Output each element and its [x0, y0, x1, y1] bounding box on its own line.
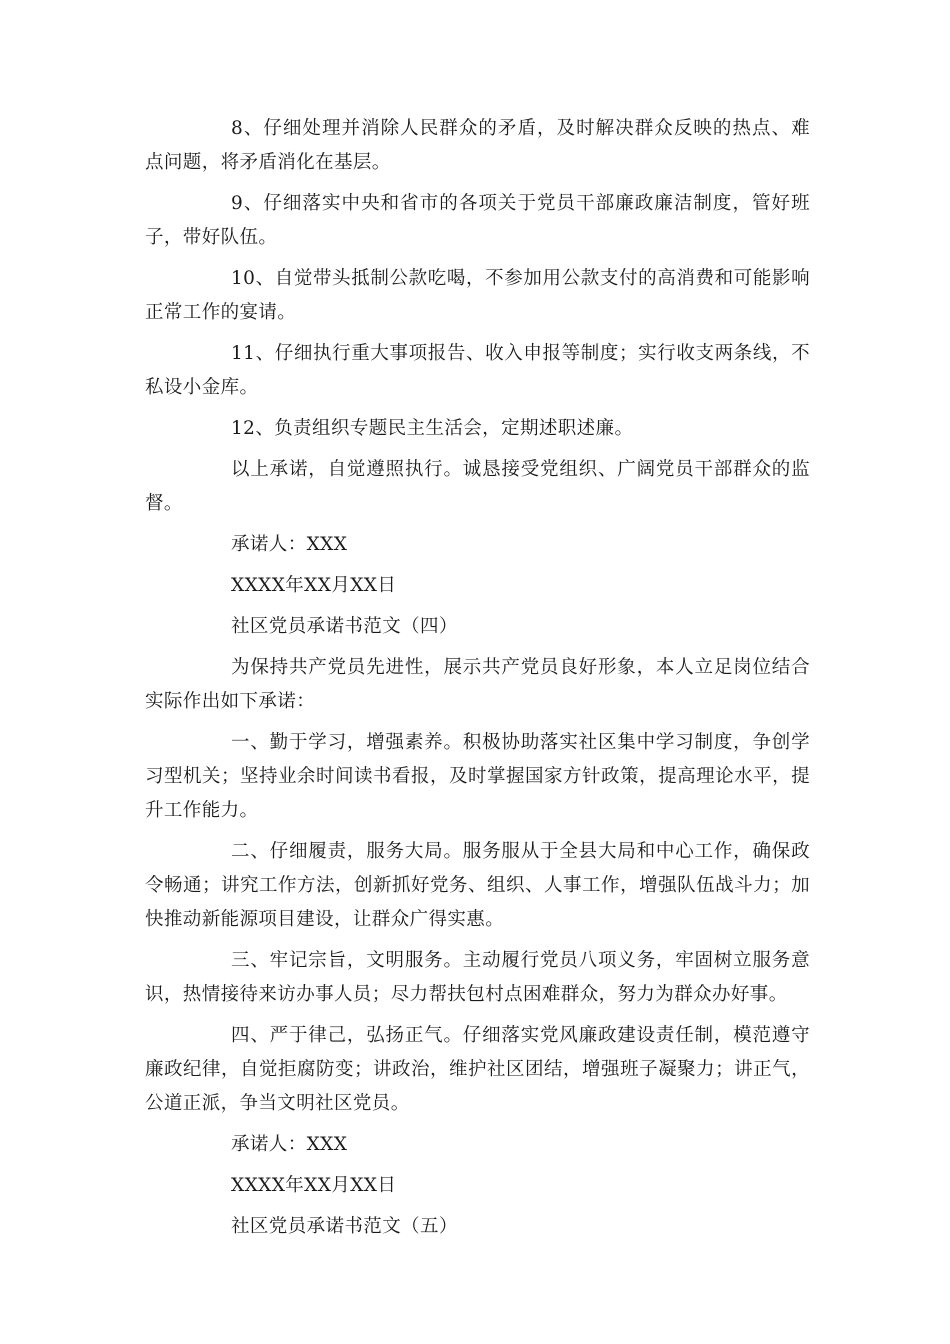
- document-body: [145, 112, 810, 1251]
- section-heading-four: 社区党员承诺书范文（四）: [231, 616, 458, 637]
- signatory-line: 承诺人：XXX: [231, 534, 348, 555]
- paragraph-item-9: 9、仔细落实中央和省市的各项关于党员干部廉政廉洁制度，管好班子，带好队伍。: [145, 193, 810, 248]
- paragraph-intro: 为保持共产党员先进性，展示共产党员良好形象，本人立足岗位结合实际作出如下承诺：: [145, 657, 810, 712]
- paragraph-item-10: 10、自觉带头抵制公款吃喝，不参加用公款支付的高消费和可能影响正常工作的宴请。: [145, 268, 810, 323]
- signatory-line-2: 承诺人：XXX: [231, 1134, 348, 1155]
- paragraph-item-8: 8、仔细处理并消除人民群众的矛盾，及时解决群众反映的热点、难点问题，将矛盾消化在基层。: [145, 118, 810, 173]
- paragraph-point-one: 一、勤于学习，增强素养。积极协助落实社区集中学习制度，争创学习型机关；坚持业余时间读书看报，及时掌握国家方针政策，提高理论水平，提升工作能力。: [145, 732, 810, 821]
- paragraph-point-three: 三、牢记宗旨，文明服务。主动履行党员八项义务，牢固树立服务意识，热情接待来访办事人员；尽力帮扶包村点困难群众，努力为群众办好事。: [145, 950, 810, 1005]
- date-line-2: XXXX年XX月XX日: [231, 1175, 397, 1196]
- paragraph-point-four: 四、严于律己，弘扬正气。仔细落实党风廉政建设责任制，模范遵守廉政纪律，自觉拒腐防变；讲政治，维护社区团结，增强班子凝聚力；讲正气，公道正派，争当文明社区党员。: [145, 1025, 810, 1114]
- paragraph-closing-statement: 以上承诺，自觉遵照执行。诚恳接受党组织、广阔党员干部群众的监督。: [145, 459, 810, 514]
- section-heading-five: 社区党员承诺书范文（五）: [231, 1216, 458, 1237]
- paragraph-item-11: 11、仔细执行重大事项报告、收入申报等制度；实行收支两条线，不私设小金库。: [145, 343, 810, 398]
- date-line: XXXX年XX月XX日: [231, 575, 397, 596]
- paragraph-point-two: 二、仔细履责，服务大局。服务服从于全县大局和中心工作，确保政令畅通；讲究工作方法，创新抓好党务、组织、人事工作，增强队伍战斗力；加快推动新能源项目建设，让群众广得实惠。: [145, 841, 810, 930]
- paragraph-item-12: 12、负责组织专题民主生活会，定期述职述廉。: [231, 418, 634, 439]
